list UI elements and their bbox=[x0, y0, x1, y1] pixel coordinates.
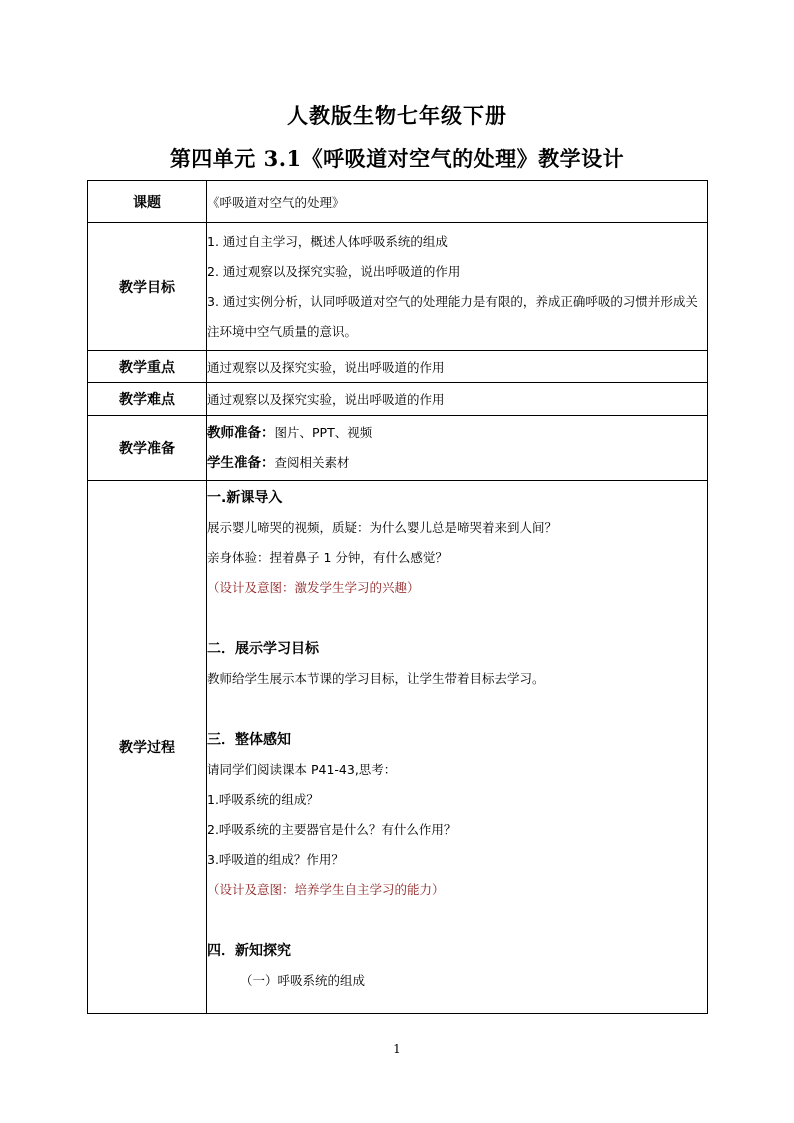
process-content bbox=[207, 481, 708, 1014]
goals-content bbox=[207, 223, 708, 351]
paragraph: 请同学们阅读课本 P41-43,思考： bbox=[207, 762, 397, 777]
teacher-preparation-value: 图片、PPT、视频 bbox=[274, 425, 373, 440]
design-intent-note: （设计及意图：激发学生学习的兴趣） bbox=[207, 580, 420, 595]
goals-row bbox=[88, 223, 708, 351]
section-heading: 四．新知探究 bbox=[207, 943, 291, 959]
difficulty-label: 教学难点 bbox=[88, 383, 207, 416]
paragraph: 展示婴儿啼哭的视频，质疑：为什么婴儿总是啼哭着来到人间？ bbox=[207, 520, 558, 535]
key-point-value: 通过观察以及探究实验，说出呼吸道的作用 bbox=[207, 351, 708, 383]
student-preparation-label: 学生准备： bbox=[207, 455, 275, 471]
goal-item: 2. 通过观察以及探究实验，说出呼吸道的作用 bbox=[207, 263, 461, 279]
page-number: 1 bbox=[393, 1042, 401, 1056]
process-label: 教学过程 bbox=[88, 481, 207, 1014]
question-item: 1.呼吸系统的组成？ bbox=[207, 792, 319, 807]
section-heading: 二．展示学习目标 bbox=[207, 641, 319, 657]
preparation-label: 教学准备 bbox=[88, 416, 207, 481]
key-point-row bbox=[88, 351, 708, 383]
section-heading: 一.新课导入 bbox=[207, 490, 283, 506]
topic-label: 课题 bbox=[88, 181, 207, 223]
goal-item: 1. 通过自主学习，概述人体呼吸系统的组成 bbox=[207, 233, 448, 249]
student-preparation-value: 查阅相关素材 bbox=[274, 455, 350, 470]
document-title: 人教版生物七年级下册 bbox=[287, 103, 507, 128]
topic-value: 《呼吸道对空气的处理》 bbox=[207, 181, 708, 223]
subsection-heading: （一）呼吸系统的组成 bbox=[240, 973, 366, 988]
paragraph: 亲身体验：捏着鼻子 1 分钟，有什么感觉？ bbox=[207, 550, 448, 565]
teacher-preparation bbox=[207, 418, 707, 448]
paragraph: 教师给学生展示本节课的学习目标，让学生带着目标去学习。 bbox=[207, 671, 545, 686]
lesson-plan-table bbox=[87, 180, 708, 1014]
student-preparation bbox=[207, 448, 707, 478]
topic-row bbox=[88, 181, 708, 223]
teacher-preparation-label: 教师准备： bbox=[207, 425, 275, 441]
design-intent-note: （设计及意图：培养学生自主学习的能力） bbox=[207, 882, 445, 897]
difficulty-value: 通过观察以及探究实验，说出呼吸道的作用 bbox=[207, 383, 708, 416]
question-item: 3.呼吸道的组成？作用？ bbox=[207, 852, 344, 867]
preparation-row bbox=[88, 416, 708, 481]
preparation-content bbox=[207, 416, 708, 481]
difficulty-row bbox=[88, 383, 708, 416]
goal-item: 3. 通过实例分析，认同呼吸道对空气的处理能力是有限的，养成正确呼吸的习惯并形成关注环境中空气质量的意识。 bbox=[207, 293, 698, 339]
document-subtitle: 第四单元 3.1《呼吸道对空气的处理》教学设计 bbox=[169, 146, 625, 171]
key-point-label: 教学重点 bbox=[88, 351, 207, 383]
goals-label: 教学目标 bbox=[88, 223, 207, 351]
process-row bbox=[88, 481, 708, 1014]
question-item: 2.呼吸系统的主要器官是什么？有什么作用？ bbox=[207, 822, 457, 837]
section-heading: 三．整体感知 bbox=[207, 732, 291, 748]
